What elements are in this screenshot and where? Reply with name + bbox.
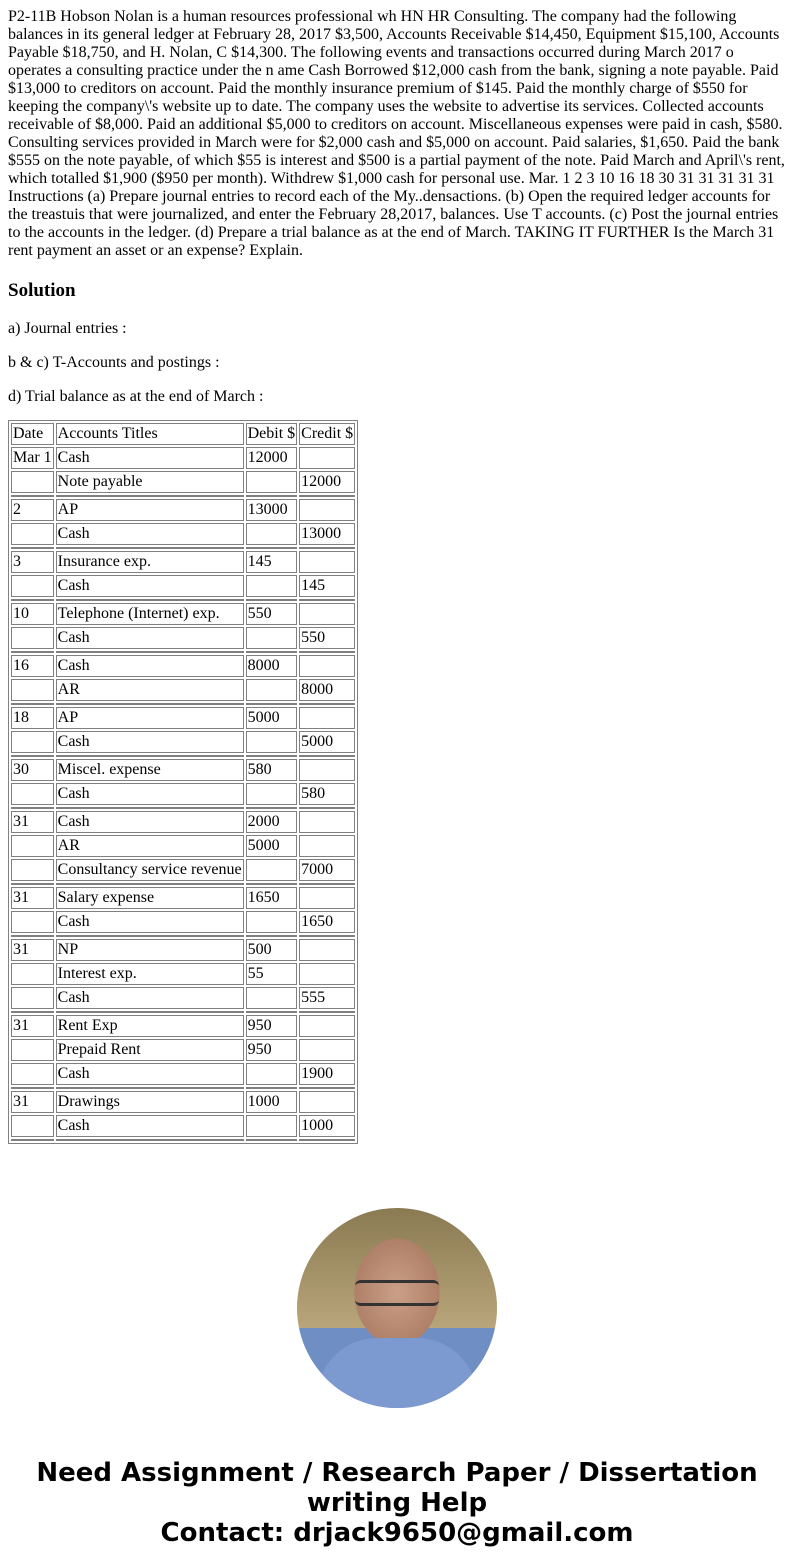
- date-cell: [11, 575, 54, 597]
- footer-contact[interactable]: Contact: drjack9650@gmail.com: [160, 1518, 634, 1548]
- credit-cell: 13000: [299, 523, 355, 545]
- credit-cell: [299, 707, 355, 729]
- part-a-label: a) Journal entries :: [8, 320, 127, 337]
- debit-cell: 8000: [246, 655, 298, 677]
- table-row: [11, 1091, 355, 1113]
- group-separator: [11, 1087, 355, 1089]
- table-row: [11, 911, 355, 933]
- separator-cell: [246, 599, 298, 601]
- credit-cell: 580: [299, 783, 355, 805]
- date-cell: [11, 859, 54, 881]
- date-cell: 31: [11, 811, 54, 833]
- credit-cell: [299, 551, 355, 573]
- table-row: [11, 499, 355, 521]
- separator-cell: [56, 599, 244, 601]
- credit-cell: [299, 655, 355, 677]
- debit-cell: 5000: [246, 707, 298, 729]
- credit-cell: [299, 963, 355, 985]
- separator-cell: [11, 1011, 54, 1013]
- separator-cell: [11, 935, 54, 937]
- date-cell: 10: [11, 603, 54, 625]
- debit-cell: [246, 911, 298, 933]
- separator-cell: [299, 755, 355, 757]
- account-title-cell: AR: [56, 835, 244, 857]
- separator-cell: [11, 1087, 54, 1089]
- account-title-cell: Cash: [56, 811, 244, 833]
- table-row: [11, 859, 355, 881]
- separator-cell: [56, 883, 244, 885]
- separator-cell: [11, 599, 54, 601]
- author-photo: [297, 1208, 497, 1408]
- credit-cell: [299, 1015, 355, 1037]
- debit-cell: [246, 987, 298, 1009]
- separator-cell: [11, 883, 54, 885]
- credit-cell: Credit $: [299, 423, 355, 445]
- table-row: [11, 1039, 355, 1061]
- debit-cell: Debit $: [246, 423, 298, 445]
- account-title-cell: Consultancy service revenue: [56, 859, 244, 881]
- account-title-cell: Cash: [56, 1063, 244, 1085]
- debit-cell: 12000: [246, 447, 298, 469]
- group-separator: [11, 495, 355, 497]
- separator-cell: [246, 547, 298, 549]
- date-cell: [11, 911, 54, 933]
- account-title-cell: Cash: [56, 987, 244, 1009]
- credit-cell: [299, 835, 355, 857]
- separator-cell: [56, 1011, 244, 1013]
- debit-cell: [246, 679, 298, 701]
- separator-cell: [246, 755, 298, 757]
- credit-cell: [299, 887, 355, 909]
- part-bc-label: b & c) T-Accounts and postings :: [8, 354, 220, 371]
- date-cell: [11, 1039, 54, 1061]
- separator-cell: [246, 1011, 298, 1013]
- debit-cell: [246, 575, 298, 597]
- glasses-shape: [355, 1280, 439, 1306]
- table-row: [11, 707, 355, 729]
- date-cell: 18: [11, 707, 54, 729]
- credit-cell: 145: [299, 575, 355, 597]
- group-separator: [11, 651, 355, 653]
- credit-cell: [299, 1091, 355, 1113]
- date-cell: [11, 523, 54, 545]
- table-row: [11, 447, 355, 469]
- account-title-cell: Cash: [56, 911, 244, 933]
- debit-cell: [246, 731, 298, 753]
- account-title-cell: Prepaid Rent: [56, 1039, 244, 1061]
- account-title-cell: Drawings: [56, 1091, 244, 1113]
- table-row: [11, 1115, 355, 1137]
- separator-cell: [11, 807, 54, 809]
- table-row: [11, 655, 355, 677]
- separator-cell: [299, 1139, 355, 1141]
- table-row: [11, 523, 355, 545]
- debit-cell: 13000: [246, 499, 298, 521]
- debit-cell: 550: [246, 603, 298, 625]
- separator-cell: [56, 807, 244, 809]
- separator-cell: [11, 495, 54, 497]
- table-row: [11, 939, 355, 961]
- date-cell: 31: [11, 939, 54, 961]
- credit-cell: 8000: [299, 679, 355, 701]
- table-row: [11, 679, 355, 701]
- credit-cell: [299, 447, 355, 469]
- footer-help-text: Need Assignment / Research Paper / Dissertation writing Help: [36, 1458, 758, 1518]
- debit-cell: 1000: [246, 1091, 298, 1113]
- table-row: [11, 603, 355, 625]
- separator-cell: [11, 703, 54, 705]
- credit-cell: 1650: [299, 911, 355, 933]
- debit-cell: 2000: [246, 811, 298, 833]
- credit-cell: 550: [299, 627, 355, 649]
- group-separator: [11, 599, 355, 601]
- separator-cell: [56, 935, 244, 937]
- account-title-cell: Telephone (Internet) exp.: [56, 603, 244, 625]
- journal-table: [8, 420, 358, 1144]
- date-cell: [11, 471, 54, 493]
- debit-cell: 145: [246, 551, 298, 573]
- separator-cell: [246, 935, 298, 937]
- group-separator: [11, 703, 355, 705]
- separator-cell: [56, 547, 244, 549]
- account-title-cell: Cash: [56, 1115, 244, 1137]
- debit-cell: 950: [246, 1039, 298, 1061]
- separator-cell: [299, 1087, 355, 1089]
- date-cell: 30: [11, 759, 54, 781]
- account-title-cell: Cash: [56, 655, 244, 677]
- separator-cell: [299, 547, 355, 549]
- credit-cell: [299, 939, 355, 961]
- separator-cell: [299, 1011, 355, 1013]
- group-separator: [11, 935, 355, 937]
- date-cell: [11, 627, 54, 649]
- date-cell: 31: [11, 1015, 54, 1037]
- separator-cell: [299, 495, 355, 497]
- separator-cell: [56, 651, 244, 653]
- separator-cell: [246, 651, 298, 653]
- separator-cell: [246, 495, 298, 497]
- date-cell: 3: [11, 551, 54, 573]
- table-row: [11, 887, 355, 909]
- account-title-cell: AR: [56, 679, 244, 701]
- account-title-cell: Salary expense: [56, 887, 244, 909]
- credit-cell: [299, 603, 355, 625]
- date-cell: 2: [11, 499, 54, 521]
- debit-cell: [246, 859, 298, 881]
- table-row: [11, 575, 355, 597]
- account-title-cell: Rent Exp: [56, 1015, 244, 1037]
- debit-cell: 950: [246, 1015, 298, 1037]
- group-separator: [11, 1011, 355, 1013]
- credit-cell: 555: [299, 987, 355, 1009]
- account-title-cell: Cash: [56, 575, 244, 597]
- group-separator: [11, 883, 355, 885]
- debit-cell: 5000: [246, 835, 298, 857]
- separator-cell: [246, 1139, 298, 1141]
- date-cell: 16: [11, 655, 54, 677]
- table-row: [11, 963, 355, 985]
- credit-cell: 1000: [299, 1115, 355, 1137]
- date-cell: 31: [11, 1091, 54, 1113]
- account-title-cell: Cash: [56, 627, 244, 649]
- separator-cell: [56, 755, 244, 757]
- debit-cell: 55: [246, 963, 298, 985]
- credit-cell: 5000: [299, 731, 355, 753]
- separator-cell: [299, 883, 355, 885]
- credit-cell: 7000: [299, 859, 355, 881]
- table-row: [11, 759, 355, 781]
- date-cell: [11, 1063, 54, 1085]
- debit-cell: 1650: [246, 887, 298, 909]
- credit-cell: [299, 759, 355, 781]
- table-header-row: [11, 423, 355, 445]
- separator-cell: [246, 703, 298, 705]
- account-title-cell: Accounts Titles: [56, 423, 244, 445]
- table-row: [11, 551, 355, 573]
- date-cell: [11, 679, 54, 701]
- account-title-cell: Cash: [56, 447, 244, 469]
- separator-cell: [299, 651, 355, 653]
- credit-cell: 1900: [299, 1063, 355, 1085]
- group-separator: [11, 1139, 355, 1141]
- table-row: [11, 1015, 355, 1037]
- separator-cell: [56, 703, 244, 705]
- table-row: [11, 987, 355, 1009]
- separator-cell: [11, 1139, 54, 1141]
- footer-banner: [8, 1458, 786, 1548]
- date-cell: [11, 731, 54, 753]
- account-title-cell: Miscel. expense: [56, 759, 244, 781]
- date-cell: [11, 783, 54, 805]
- group-separator: [11, 547, 355, 549]
- table-row: [11, 783, 355, 805]
- credit-cell: 12000: [299, 471, 355, 493]
- table-row: [11, 627, 355, 649]
- date-cell: [11, 1115, 54, 1137]
- account-title-cell: Insurance exp.: [56, 551, 244, 573]
- separator-cell: [299, 599, 355, 601]
- group-separator: [11, 807, 355, 809]
- debit-cell: [246, 783, 298, 805]
- debit-cell: [246, 627, 298, 649]
- separator-cell: [299, 807, 355, 809]
- account-title-cell: NP: [56, 939, 244, 961]
- credit-cell: [299, 1039, 355, 1061]
- separator-cell: [56, 1139, 244, 1141]
- separator-cell: [11, 651, 54, 653]
- account-title-cell: Interest exp.: [56, 963, 244, 985]
- table-row: [11, 471, 355, 493]
- debit-cell: [246, 523, 298, 545]
- question-text: P2-11B Hobson Nolan is a human resources professional wh HN HR Consulting. The company had the following balances in its general ledger at February 28, 2017 $3,500, Accounts Receivable $14,450, Equipment $15,100, Accounts Payable $18,750, and H. Nolan, C $14,300. The following events and transactions occurred during March 2017 o operates a consulting practice under the n ame Cash Borrowed $12,000 cash from the bank, signing a note payable. Paid $13,000 to creditors on account. Paid the monthly insurance premium of $145. Paid the monthly charge of $550 for keeping the company\'s website up to date. The company uses the website to advertise its services. Collected accounts receivable of $8,000. Paid an additional $5,000 to creditors on account. Miscellaneous expenses were paid in cash, $580. Consulting services provided in March were for $2,000 cash and $5,000 on account. Paid salaries, $1,650. Paid the bank $555 on the note payable, of which $55 is interest and $500 is a partial payment of the note. Paid March and April\'s rent, which totalled $1,900 ($950 per month). Withdrew $1,000 cash for personal use. Mar. 1 2 3 10 16 18 30 31 31 31 31 31 Instructions (a) Prepare journal entries to record each of the My..densactions. (b) Open the required ledger accounts for the treastuis that were journalized, and enter the February 28,2017, balances. Use T accounts. (c) Post the journal entries to the accounts in the ledger. (d) Prepare a trial balance as at the end of March. TAKING IT FURTHER Is the March 31 rent payment an asset or an expense? Explain.: [8, 8, 785, 259]
- separator-cell: [56, 1087, 244, 1089]
- account-title-cell: AP: [56, 707, 244, 729]
- separator-cell: [299, 935, 355, 937]
- separator-cell: [299, 703, 355, 705]
- separator-cell: [11, 547, 54, 549]
- date-cell: [11, 835, 54, 857]
- part-d-label: d) Trial balance as at the end of March :: [8, 388, 264, 405]
- account-title-cell: Cash: [56, 731, 244, 753]
- separator-cell: [246, 883, 298, 885]
- debit-cell: [246, 1115, 298, 1137]
- credit-cell: [299, 499, 355, 521]
- date-cell: [11, 987, 54, 1009]
- date-cell: 31: [11, 887, 54, 909]
- debit-cell: 580: [246, 759, 298, 781]
- table-row: [11, 1063, 355, 1085]
- table-row: [11, 835, 355, 857]
- debit-cell: [246, 471, 298, 493]
- separator-cell: [56, 495, 244, 497]
- account-title-cell: Note payable: [56, 471, 244, 493]
- separator-cell: [246, 1087, 298, 1089]
- date-cell: Mar 1: [11, 447, 54, 469]
- solution-heading: Solution: [8, 280, 76, 301]
- table-row: [11, 731, 355, 753]
- debit-cell: 500: [246, 939, 298, 961]
- account-title-cell: Cash: [56, 523, 244, 545]
- date-cell: Date: [11, 423, 54, 445]
- credit-cell: [299, 811, 355, 833]
- account-title-cell: AP: [56, 499, 244, 521]
- table-row: [11, 811, 355, 833]
- group-separator: [11, 755, 355, 757]
- debit-cell: [246, 1063, 298, 1085]
- separator-cell: [246, 807, 298, 809]
- account-title-cell: Cash: [56, 783, 244, 805]
- separator-cell: [11, 755, 54, 757]
- date-cell: [11, 963, 54, 985]
